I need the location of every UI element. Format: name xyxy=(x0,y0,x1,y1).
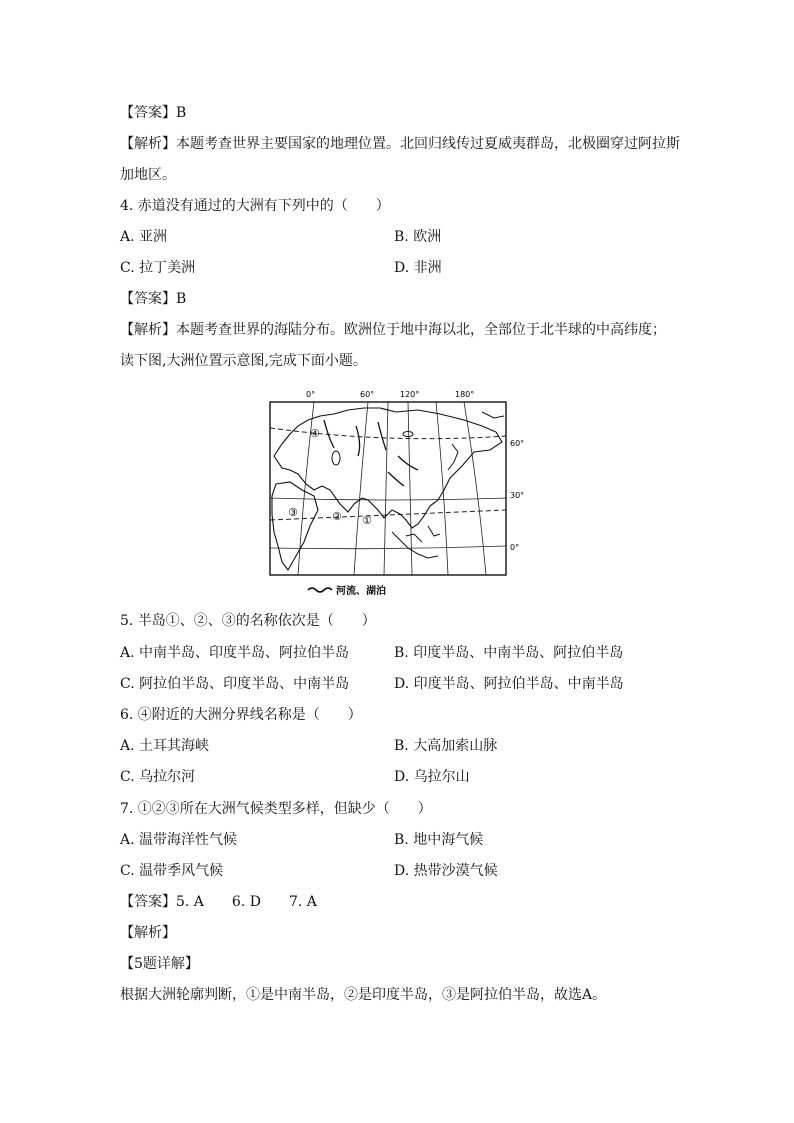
lon-label-60: 60° xyxy=(360,390,375,399)
q4-option-b: B. 欧洲 xyxy=(394,229,442,245)
q7-option-a: A. 温带海洋性气候 xyxy=(120,832,238,848)
river-lines xyxy=(324,420,418,486)
q7-option-b: B. 地中海气候 xyxy=(394,832,484,848)
q5-option-c: C. 阿拉伯半岛、印度半岛、中南半岛 xyxy=(120,676,350,692)
meridian-180 xyxy=(464,402,486,575)
q3-answer: 【答案】B xyxy=(120,105,187,121)
answers-line: 【答案】5. A 6. D 7. A xyxy=(120,894,317,910)
q4-option-c: C. 拉丁美洲 xyxy=(120,260,196,276)
q4-stem: 4. 赤道没有通过的大洲有下列中的（ ） xyxy=(120,198,390,214)
legend-label: 河流、湖泊 xyxy=(336,586,386,597)
parallel-30 xyxy=(270,498,506,500)
q7-stem: 7. ①②③所在大洲气候类型多样，但缺少（ ） xyxy=(120,801,432,817)
q6-option-b: B. 大高加索山脉 xyxy=(394,738,498,754)
q5-detail-label: 【5题详解】 xyxy=(120,956,199,972)
q4-answer: 【答案】B xyxy=(120,291,187,307)
q6-option-a: A. 土耳其海峡 xyxy=(120,738,210,754)
lon-label-120: 120° xyxy=(400,390,420,399)
lon-label-180: 180° xyxy=(455,390,475,399)
q6-stem: 6. ④附近的大洲分界线名称是（ ） xyxy=(120,707,362,723)
parallel-60 xyxy=(270,428,506,439)
q5-option-d: D. 印度半岛、阿拉伯半岛、中南半岛 xyxy=(394,676,624,692)
tropic-dashed xyxy=(270,510,506,520)
q6-option-d: D. 乌拉尔山 xyxy=(394,769,470,785)
lat-label-0: 0° xyxy=(510,543,520,552)
marker-1: ① xyxy=(362,514,372,527)
q4-option-a: A. 亚洲 xyxy=(120,229,168,245)
lat-label-30: 30° xyxy=(510,491,525,500)
q6-option-c: C. 乌拉尔河 xyxy=(120,769,196,785)
q5-stem: 5. 半岛①、②、③的名称依次是（ ） xyxy=(120,613,376,629)
meridian-90 xyxy=(384,402,388,575)
lake-baikal xyxy=(403,432,413,437)
continent-location-map xyxy=(268,386,526,600)
meridian-150 xyxy=(436,402,448,575)
q4-analysis: 【解析】本题考查世界的海陆分布。欧洲位于地中海以北，全部位于北半球的中高纬度； xyxy=(120,322,666,338)
caspian-sea xyxy=(332,451,340,465)
q5-option-b: B. 印度半岛、中南半岛、阿拉伯半岛 xyxy=(394,645,624,661)
marker-4: ④ xyxy=(310,427,320,440)
analysis-label: 【解析】 xyxy=(120,925,176,941)
q3-analysis-line1: 【解析】本题考查世界主要国家的地理位置。北回归线传过夏威夷群岛，北极圈穿过阿拉斯 xyxy=(120,136,680,152)
africa-coast xyxy=(272,482,318,570)
q7-option-d: D. 热带沙漠气候 xyxy=(394,863,498,879)
alaska-outline xyxy=(482,412,504,418)
lon-label-0: 0° xyxy=(306,390,316,399)
map-intro: 读下图,大洲位置示意图,完成下面小题。 xyxy=(120,353,367,369)
q5-option-a: A. 中南半岛、印度半岛、阿拉伯半岛 xyxy=(120,645,350,661)
q4-option-d: D. 非洲 xyxy=(394,260,442,276)
marker-2: ② xyxy=(332,510,342,523)
legend-river-icon xyxy=(308,588,332,592)
japan-island xyxy=(448,444,458,470)
lat-label-60: 60° xyxy=(510,439,525,448)
map-frame xyxy=(270,402,506,575)
q7-option-c: C. 温带季风气候 xyxy=(120,863,224,879)
marker-3: ③ xyxy=(288,506,298,519)
equator xyxy=(270,546,506,549)
q3-analysis-line2: 加地区。 xyxy=(120,167,176,183)
q5-detail-text: 根据大洲轮廓判断，①是中南半岛，②是印度半岛，③是阿拉伯半岛，故选A。 xyxy=(120,987,607,1003)
southeast-asia-islands xyxy=(392,526,440,558)
